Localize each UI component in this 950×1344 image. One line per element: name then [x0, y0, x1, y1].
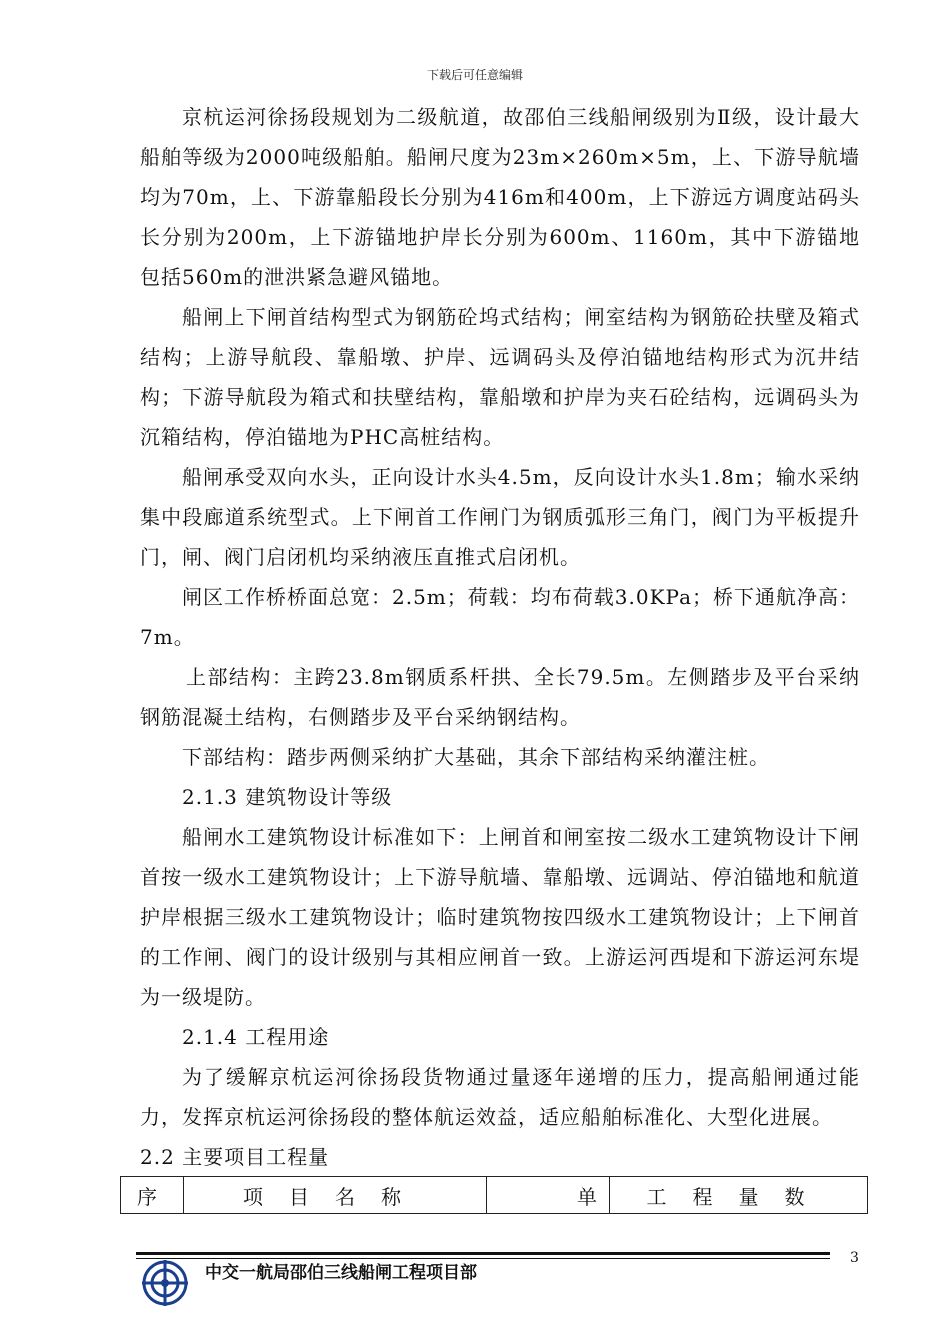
table-header-cell: 项目名称: [184, 1177, 487, 1213]
paragraph: 下部结构：踏步两侧采纳扩大基础，其余下部结构采纳灌注桩。: [182, 745, 770, 769]
paragraph: 为了缓解京杭运河徐扬段货物通过量逐年递增的压力，提高船闸通过能力，发挥京杭运河徐扬段的整体航运效益，适应船舶标准化、大型化进展。: [140, 1065, 860, 1129]
paragraph: 上部结构：主跨23.8m钢质系杆拱、全长79.5m。左侧踏步及平台采纳钢筋混凝土结构，右侧踏步及平台采纳钢结构。: [140, 665, 860, 729]
section-heading: 2.1.4 工程用途: [182, 1025, 330, 1049]
header-note: 下载后可任意编辑: [426, 68, 523, 82]
paragraph: 船闸水工建筑物设计标准如下：上闸首和闸室按二级水工建筑物设计下闸首按一级水工建筑物设计；上下游导航墙、靠船墩、远调站、停泊锚地和航道护岸根据三级水工建筑物设计；临时建筑物按四级水工建筑物设计；上下闸首的工作闸、阀门的设计级别与其相应闸首一致。上游运河西堤和下游运河东堤为一级堤防。: [140, 825, 860, 1009]
page-number: 3: [850, 1250, 859, 1266]
table-header-cell: 序: [121, 1177, 184, 1213]
paragraph: 闸区工作桥桥面总宽：2.5m；荷载：均布荷载3.0KPa；桥下通航净高：7m。: [140, 585, 861, 649]
company-logo-icon: [140, 1258, 190, 1308]
paragraph: 船闸承受双向水头，正向设计水头4.5m，反向设计水头1.8m；输水采纳集中段廊道系统型式。上下闸首工作闸门为钢质弧形三角门，阀门为平板提升门，闸、阀门启闭机均采纳液压直推式启闭机。: [140, 465, 860, 569]
table-header-cell: 单: [487, 1177, 610, 1213]
quantity-table-header: [120, 1176, 868, 1214]
section-heading: 2.1.3 建筑物设计等级: [182, 785, 393, 809]
table-header-cell: 工程量数: [646, 1184, 831, 1209]
paragraph: 船闸上下闸首结构型式为钢筋砼坞式结构；闸室结构为钢筋砼扶壁及箱式结构；上游导航段、靠船墩、护岸、远调码头及停泊锚地结构形式为沉井结构；下游导航段为箱式和扶壁结构，靠船墩和护岸为夹石砼结构，远调码头为沉箱结构，停泊锚地为PHC高桩结构。: [140, 305, 860, 449]
footer-org-title: 中交一航局邵伯三线船闸工程项目部: [205, 1263, 477, 1283]
footer-divider: [136, 1252, 830, 1255]
paragraph: 京杭运河徐扬段规划为二级航道，故邵伯三线船闸级别为Ⅱ级，设计最大船舶等级为2000吨级船舶。船闸尺度为23m×260m×5m，上、下游导航墙均为70m，上、下游靠船段长分别为416m和400m，上下游远方调度站码头长分别为200m，上下游锚地护岸长分别为600m、1160m，其中下游锚地包括560m的泄洪紧急避风锚地。: [140, 105, 860, 289]
section-heading: 2.2 主要项目工程量: [140, 1145, 330, 1169]
document-body: [140, 97, 860, 1177]
